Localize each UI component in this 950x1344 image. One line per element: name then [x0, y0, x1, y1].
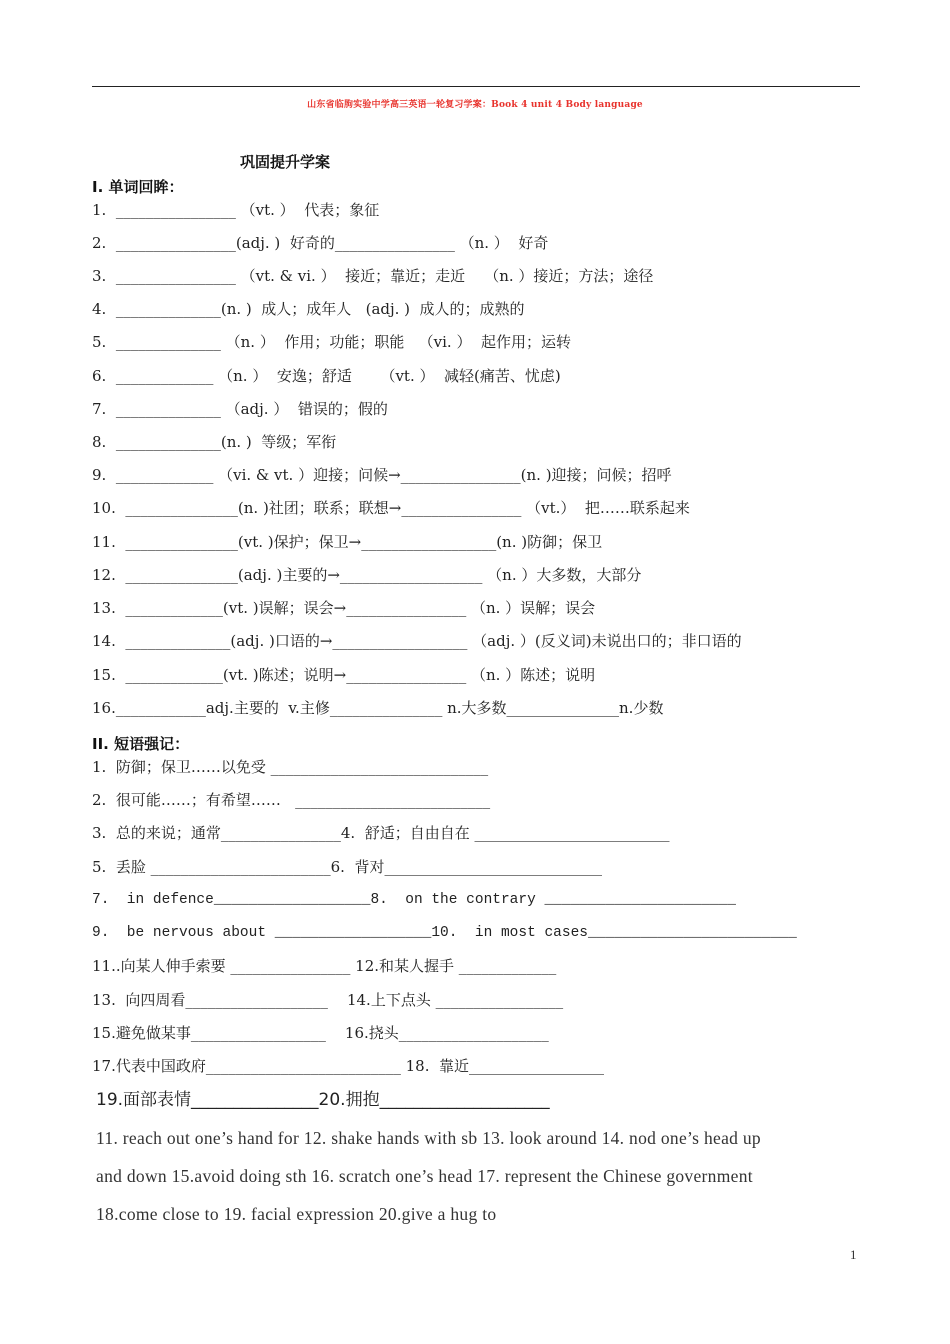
answer-line: and down 15.avoid doing sth 16. scratch one’s head 17. represent the Chinese government: [96, 1166, 753, 1186]
vocab-item: 6. _____________ （n. ） 安逸；舒适 （vt. ） 减轻(痛苦、忧虑): [92, 367, 561, 385]
vocab-item: 4. ______________(n. ) 成人；成年人 (adj. ) 成人的；成熟的: [92, 300, 525, 318]
vocab-item: 10. _______________(n. )社团；联系；联想→________________ （vt.） 把……联系起来: [92, 499, 690, 517]
vocab-item: 3. ________________ （vt. & vi. ） 接近；靠近；走近 （n. ）接近；方法；途径: [92, 267, 654, 285]
vocab-item: 11. _______________(vt. )保护；保卫→__________________(n. )防御；保卫: [92, 533, 603, 551]
document-title: 山东省临朐实验中学高三英语一轮复习学案：Book 4 unit 4 Body language: [307, 100, 643, 110]
vocab-item: 7. ______________ （adj. ） 错误的；假的: [92, 400, 388, 418]
answer-line: 18.come close to 19. facial expression 20.give a hug to: [96, 1204, 497, 1224]
vocab-item: 2. ________________(adj. ) 好奇的________________ （n. ） 好奇: [92, 234, 549, 252]
phrase-item: 5. 丢脸 ________________________6. 背对_____________________________: [92, 858, 602, 876]
vocab-item: 5. ______________ （n. ） 作用；功能；职能 （vi. ） 起作用；运转: [92, 333, 571, 351]
vocab-item: 1. ________________ （vt. ） 代表；象征: [92, 201, 380, 219]
phrase-item: 9. be nervous about __________________10. in most cases________________________: [92, 925, 797, 941]
section-heading-vocabulary: I. 单词回眸：: [92, 178, 184, 196]
phrase-item: 17.代表中国政府__________________________ 18. 靠近__________________: [92, 1057, 605, 1075]
phrase-item: 3. 总的来说；通常________________4. 舒适；自由自在 __________________________: [92, 824, 670, 842]
page-number: 1: [850, 1247, 857, 1262]
phrase-item: 13. 向四周看___________________ 14.上下点头 _________________: [92, 991, 564, 1009]
vocab-item: 16.____________adj.主要的 v.主修_______________ n.大多数_______________n.少数: [92, 699, 664, 717]
vocab-item: 12. _______________(adj. )主要的→___________________ （n. ）大多数，大部分: [92, 566, 642, 584]
vocab-item: 15. _____________(vt. )陈述；说明→________________ （n. ）陈述；说明: [92, 666, 596, 684]
vocab-item: 8. ______________(n. ) 等级；军衔: [92, 433, 337, 451]
vocab-item: 9. _____________ （vi. & vt. ）迎接；问候→________________(n. )迎接；问候；招呼: [92, 466, 672, 484]
header-rule: [92, 86, 860, 87]
document-subtitle: 巩固提升学案: [240, 153, 331, 171]
phrase-item: 1. 防御；保卫……以免受 _____________________________: [92, 758, 489, 776]
phrase-item: 7. in defence__________________8. on the contrary ______________________: [92, 892, 736, 908]
section-heading-phrases: II. 短语强记：: [92, 735, 190, 753]
phrase-item: 15.避免做某事__________________ 16.挠头____________________: [92, 1024, 549, 1042]
phrase-item: 11..向某人伸手索要 ________________ 12.和某人握手 _____________: [92, 957, 557, 975]
phrase-item: 19.面部表情_______________20.拥抱____________________: [96, 1090, 550, 1110]
vocab-item: 13. _____________(vt. )误解；误会→________________ （n. ）误解；误会: [92, 599, 596, 617]
answer-line: 11. reach out one’s hand for 12. shake hands with sb 13. look around 14. nod one’s head up: [96, 1128, 761, 1148]
phrase-item: 2. 很可能……；有希望…… __________________________: [92, 791, 491, 809]
vocab-item: 14. ______________(adj. )口语的→__________________ （adj. ）(反义词)未说出口的；非口语的: [92, 632, 742, 650]
